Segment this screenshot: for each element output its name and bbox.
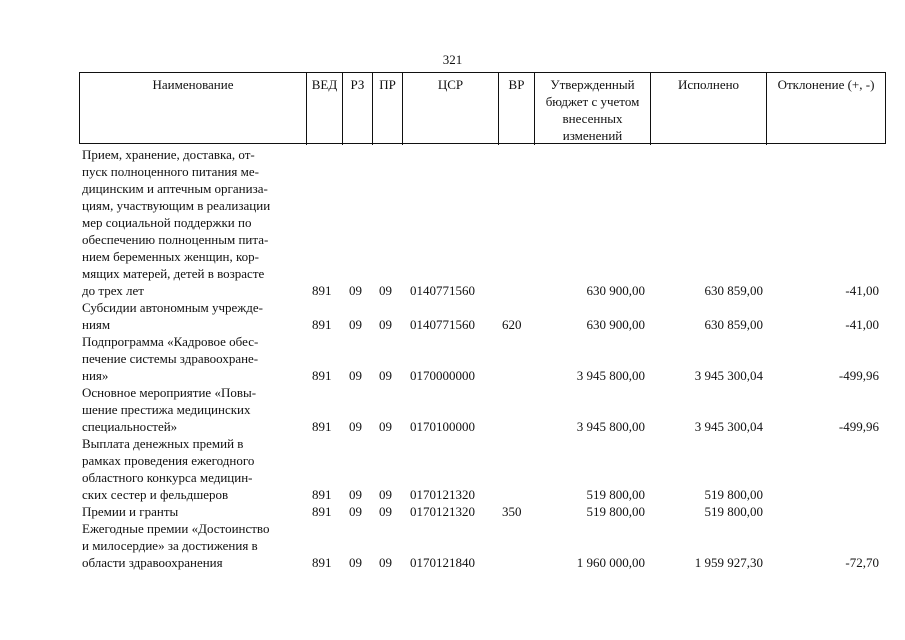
row-ved: 891 (312, 419, 332, 434)
row-ved: 891 (312, 368, 332, 383)
table-row (79, 299, 886, 333)
row-csr: 0170100000 (410, 419, 475, 434)
row-vr: 350 (502, 504, 522, 519)
row-ved: 891 (312, 317, 332, 332)
row-budget: 3 945 800,00 (576, 419, 645, 434)
row-name: Субсидии автономным учрежде- ниям (82, 300, 263, 332)
row-done: 3 945 300,04 (694, 419, 763, 434)
table-row (79, 333, 886, 384)
row-pr: 09 (379, 487, 392, 502)
row-ved: 891 (312, 555, 332, 570)
row-pr: 09 (379, 317, 392, 332)
row-deviation: -72,70 (845, 555, 879, 570)
header-rz: РЗ (343, 73, 373, 145)
table-header (79, 72, 886, 144)
row-rz: 09 (349, 555, 362, 570)
row-budget: 1 960 000,00 (576, 555, 645, 570)
row-deviation: -41,00 (845, 317, 879, 332)
row-name: Подпрограмма «Кадровое обес- печение системы здравоохране- ния» (82, 334, 259, 383)
row-rz: 09 (349, 317, 362, 332)
row-done: 630 859,00 (704, 317, 763, 332)
row-pr: 09 (379, 555, 392, 570)
row-budget: 630 900,00 (586, 283, 645, 298)
row-deviation: -499,96 (838, 368, 879, 383)
row-deviation: -41,00 (845, 283, 879, 298)
row-csr: 0170000000 (410, 368, 475, 383)
header-pr: ПР (373, 73, 403, 145)
row-rz: 09 (349, 419, 362, 434)
row-rz: 09 (349, 504, 362, 519)
row-deviation: -499,96 (838, 419, 879, 434)
table-row (79, 503, 886, 520)
header-deviation: Отклонение (+, -) (777, 77, 875, 92)
row-name: Основное мероприятие «Повы- шение престижа медицинских специальностей» (82, 385, 257, 434)
page-number: 321 (442, 52, 463, 67)
row-rz: 09 (349, 283, 362, 298)
row-done: 3 945 300,04 (694, 368, 763, 383)
table-row (79, 384, 886, 435)
row-name: Прием, хранение, доставка, от- пуск полноценного питания ме- дицинским и аптечным организа- циям, участвующим в реализации мер социальной поддержки по обеспечению полноценным пита- нием беременных женщин, кор- мящих матерей, детей в возрасте до трех лет (82, 147, 271, 298)
row-done: 1 959 927,30 (694, 555, 763, 570)
row-csr: 0170121840 (410, 555, 475, 570)
row-name: Выплата денежных премий в рамках проведения ежегодного областного конкурса медицин- ских сестер и фельдшеров (82, 436, 255, 502)
row-pr: 09 (379, 368, 392, 383)
header-vr: ВР (499, 73, 535, 145)
header-ved: ВЕД (307, 73, 343, 145)
row-vr: 620 (502, 317, 522, 332)
row-pr: 09 (379, 283, 392, 298)
header-budget: Утвержденный бюджет с учетом внесенных изменений (535, 73, 651, 145)
header-done: Исполнено (651, 73, 767, 145)
row-ved: 891 (312, 487, 332, 502)
row-pr: 09 (379, 419, 392, 434)
header-csr: ЦСР (403, 73, 499, 145)
row-name: Премии и гранты (82, 504, 179, 519)
row-ved: 891 (312, 504, 332, 519)
row-name: Ежегодные премии «Достоинство и милосердие» за достижения в области здравоохранения (82, 521, 270, 570)
header-name: Наименование (80, 73, 307, 145)
row-rz: 09 (349, 487, 362, 502)
row-csr: 0140771560 (410, 283, 475, 298)
row-csr: 0140771560 (410, 317, 475, 332)
row-ved: 891 (312, 283, 332, 298)
table-row (79, 435, 886, 503)
row-csr: 0170121320 (410, 504, 475, 519)
row-budget: 3 945 800,00 (576, 368, 645, 383)
table-row (79, 146, 886, 299)
row-csr: 0170121320 (410, 487, 475, 502)
table-row (79, 520, 886, 571)
row-pr: 09 (379, 504, 392, 519)
row-budget: 630 900,00 (586, 317, 645, 332)
row-budget: 519 800,00 (586, 487, 645, 502)
row-done: 519 800,00 (704, 504, 763, 519)
row-budget: 519 800,00 (586, 504, 645, 519)
row-done: 519 800,00 (704, 487, 763, 502)
row-rz: 09 (349, 368, 362, 383)
row-done: 630 859,00 (704, 283, 763, 298)
